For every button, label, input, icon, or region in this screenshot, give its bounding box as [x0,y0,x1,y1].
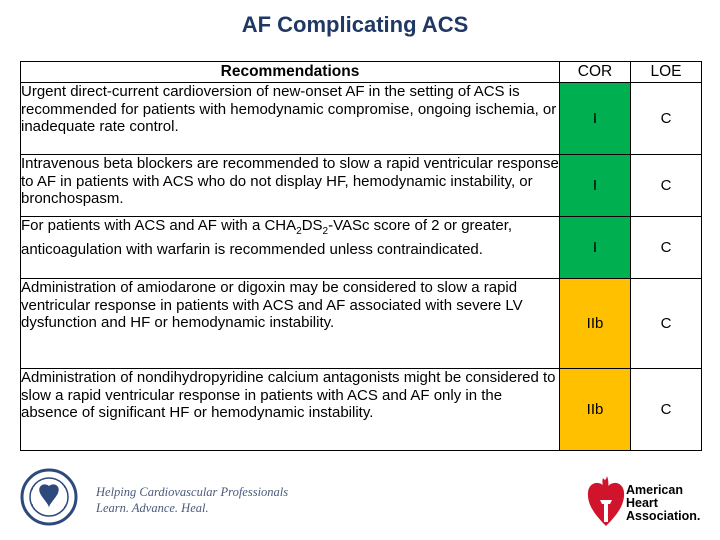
table-row [21,217,702,279]
header-recommendations: Recommendations [21,62,560,83]
heart-torch-icon [586,470,626,528]
acc-tagline [96,484,288,516]
recommendation-text: Urgent direct-current cardioversion of new-onset AF in the setting of ACS is recommended for patients with hemodynamic compromise, ongoing ischemia, or inadequate rate control. [21,83,560,155]
recommendation-text-post: -VASc score of 2 or greater, anticoagulation with warfarin is recommended unless contraindicated. [21,217,513,258]
cor-cell: I [560,83,631,155]
recommendation-text: Intravenous beta blockers are recommended to slow a rapid ventricular response to AF in patients with ACS who do not display HF, hemodynamic instability, or bronchospasm. [21,155,560,217]
loe-cell: C [631,217,702,279]
aha-line2: Heart [626,496,658,510]
cor-cell: IIb [560,369,631,451]
loe-cell: C [631,155,702,217]
aha-wordmark [626,484,700,523]
table-row [21,369,702,451]
table-row [21,279,702,369]
subscript-2: 2 [322,226,329,237]
cor-cell: I [560,217,631,279]
header-cor: COR [560,62,631,83]
acc-tagline-line2: Learn. Advance. Heal. [96,501,209,515]
loe-cell: C [631,83,702,155]
recommendation-text: Administration of amiodarone or digoxin may be considered to slow a rapid ventricular response in patients with ACS and AF associated with severe LV dysfunction and HF or hemodynamic instability. [21,279,560,369]
acc-logo [20,468,290,530]
loe-cell: C [631,369,702,451]
cor-cell: I [560,155,631,217]
recommendation-text-mid: DS [301,217,323,234]
header-loe: LOE [631,62,702,83]
table-row [21,83,702,155]
aha-line3: Association. [626,509,701,523]
aha-logo [586,470,716,530]
cor-cell: IIb [560,279,631,369]
loe-cell: C [631,279,702,369]
table-header-row [21,62,702,83]
recommendation-text: Administration of nondihydropyridine calcium antagonists might be considered to slow a rapid ventricular response in patients with ACS and AF only in the absence of significant HF or hemodynamic instability. [21,369,560,451]
table-row [21,155,702,217]
acc-tagline-line1: Helping Cardiovascular Professionals [96,485,289,499]
page-title: AF Complicating ACS [241,12,469,37]
recommendation-text [21,217,560,279]
aha-line1: American [626,483,683,497]
subscript-2: 2 [296,226,302,237]
acc-seal-icon [20,468,78,526]
recommendation-text-pre: For patients with ACS and AF with a CHA [21,217,297,234]
recommendations-table [20,61,702,451]
